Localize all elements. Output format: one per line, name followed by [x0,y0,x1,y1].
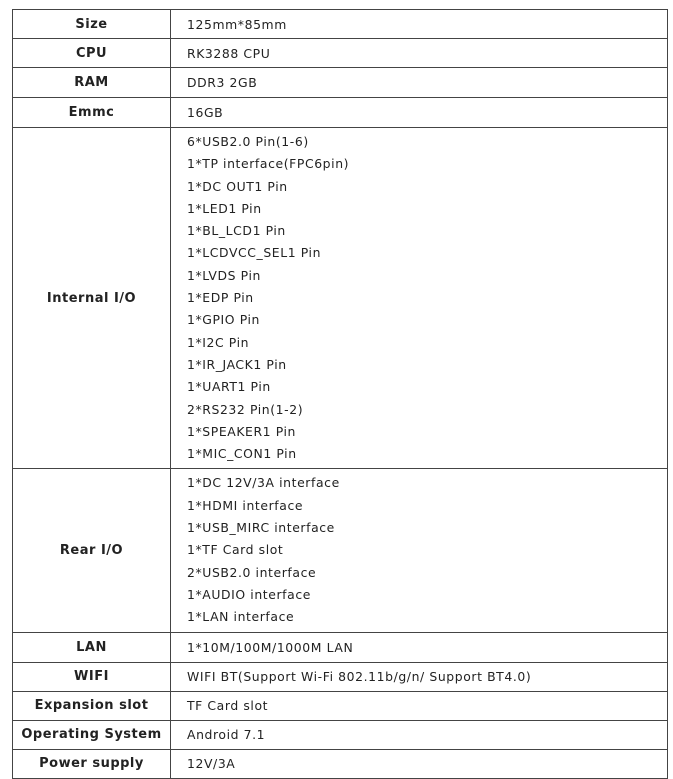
spec-label: Power supply [13,749,171,778]
spec-value: 16GB [171,98,668,128]
list-item: 1*TF Card slot [187,542,284,558]
spec-row-power-supply [13,749,668,778]
spec-row-cpu [13,39,668,68]
spec-row-expansion-slot [13,691,668,720]
spec-value: 12V/3A [171,749,668,778]
list-item: 1*TP interface(FPC6pin) [187,156,350,172]
spec-row-internal-io [13,128,668,469]
list-item: 1*LCDVCC_SEL1 Pin [187,245,322,261]
spec-label: Rear I/O [13,469,171,632]
spec-value-list [171,128,668,469]
spec-value: DDR3 2GB [171,68,668,98]
list-item: 2*RS232 Pin(1-2) [187,401,304,417]
list-item: 1*USB_MIRC interface [187,520,335,536]
spec-value: 1*10M/100M/1000M LAN [171,632,668,662]
list-item: 1*DC 12V/3A interface [187,475,340,491]
spec-value: RK3288 CPU [171,39,668,68]
list-item: 1*LED1 Pin [187,200,262,216]
spec-label: Size [13,10,171,39]
spec-row-ram [13,68,668,98]
spec-label: Emmc [13,98,171,128]
list-item: 1*AUDIO interface [187,586,311,602]
spec-row-rear-io [13,469,668,632]
spec-label: LAN [13,632,171,662]
list-item: 1*LAN interface [187,609,295,625]
spec-value: TF Card slot [171,691,668,720]
spec-table [12,9,668,779]
list-item: 1*EDP Pin [187,290,254,306]
spec-label: CPU [13,39,171,68]
spec-label: Expansion slot [13,691,171,720]
list-item: 1*I2C Pin [187,334,250,350]
spec-value: 125mm*85mm [171,10,668,39]
list-item: 1*GPIO Pin [187,312,260,328]
spec-value: Android 7.1 [171,720,668,749]
list-item: 1*BL_LCD1 Pin [187,223,286,239]
list-item: 1*MIC_CON1 Pin [187,446,297,462]
spec-row-lan [13,632,668,662]
list-item: 1*HDMI interface [187,497,304,513]
list-item: 1*DC OUT1 Pin [187,178,288,194]
list-item: 1*LVDS Pin [187,267,261,283]
list-item: 1*SPEAKER1 Pin [187,423,297,439]
spec-label: RAM [13,68,171,98]
spec-label: WIFI [13,662,171,691]
list-item: 6*USB2.0 Pin(1-6) [187,134,309,149]
spec-label: Operating System [13,720,171,749]
spec-row-size [13,10,668,39]
list-item: 1*UART1 Pin [187,379,271,395]
spec-value: WIFI BT(Support Wi-Fi 802.11b/g/n/ Support BT4.0) [171,662,668,691]
spec-value-list [171,469,668,632]
spec-label: Internal I/O [13,128,171,469]
spec-row-wifi [13,662,668,691]
spec-row-operating-system [13,720,668,749]
list-item: 2*USB2.0 interface [187,564,317,580]
spec-row-emmc [13,98,668,128]
list-item: 1*IR_JACK1 Pin [187,356,287,372]
